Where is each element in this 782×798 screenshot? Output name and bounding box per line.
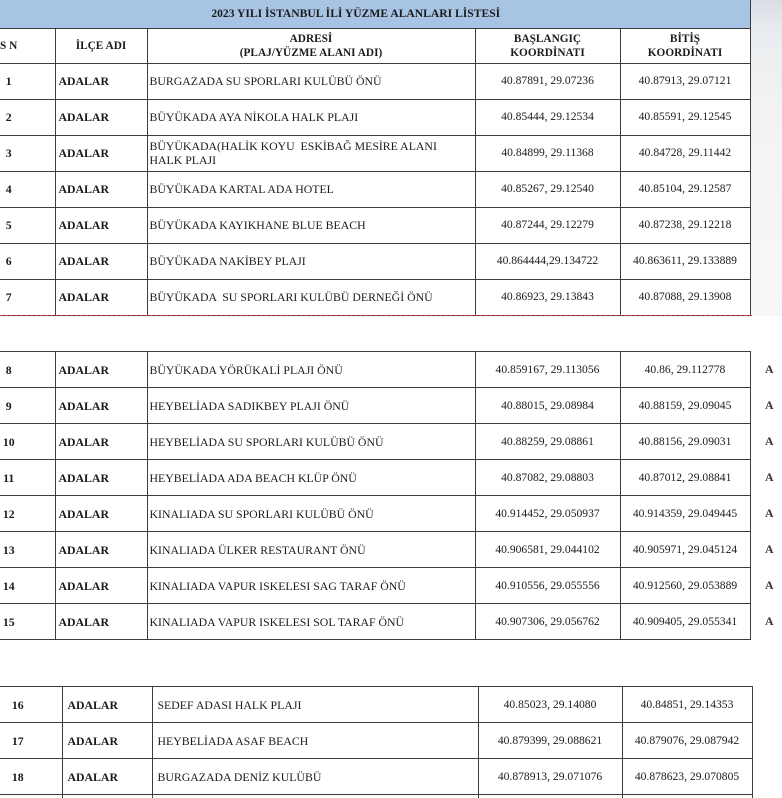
stub-cell bbox=[152, 795, 478, 798]
table-page-3 bbox=[0, 686, 753, 798]
table-row bbox=[0, 388, 750, 424]
edge-glyph: A bbox=[765, 398, 774, 412]
district-cell: ADALAR bbox=[62, 723, 152, 759]
row-number-cell: 1 bbox=[0, 63, 55, 99]
end-coordinate-cell: 40.87913, 29.07121 bbox=[620, 63, 750, 99]
edge-glyph: A bbox=[765, 506, 774, 520]
table-row bbox=[0, 687, 752, 723]
address-cell: HEYBELİADA SADIKBEY PLAJI ÖNÜ bbox=[147, 388, 475, 424]
page-shadow bbox=[751, 0, 782, 316]
stub-cell bbox=[0, 795, 62, 798]
start-coordinate-cell: 40.864444,29.134722 bbox=[475, 243, 620, 279]
address-cell: KINALIADA SU SPORLARI KULÜBÜ ÖNÜ bbox=[147, 496, 475, 532]
end-coordinate-cell: 40.87238, 29.12218 bbox=[620, 207, 750, 243]
start-coordinate-cell: 40.88015, 29.08984 bbox=[475, 388, 620, 424]
district-cell: ADALAR bbox=[55, 171, 147, 207]
district-cell: ADALAR bbox=[55, 496, 147, 532]
table-row bbox=[0, 63, 750, 99]
address-cell: BÜYÜKADA(HALİK KOYU ESKİBAĞ MESİRE ALANI HALK PLAJI bbox=[147, 135, 475, 171]
edge-glyph: A bbox=[765, 434, 774, 448]
table-row bbox=[0, 171, 750, 207]
end-coordinate-cell: 40.863611, 29.133889 bbox=[620, 243, 750, 279]
stub-cell bbox=[62, 795, 152, 798]
start-coordinate-cell: 40.910556, 29.055556 bbox=[475, 568, 620, 604]
start-coordinate-cell: 40.907306, 29.056762 bbox=[475, 604, 620, 640]
row-number-cell: 4 bbox=[0, 171, 55, 207]
district-cell: ADALAR bbox=[55, 352, 147, 388]
table-row bbox=[0, 723, 752, 759]
title-row bbox=[0, 0, 750, 28]
swimming-areas-table-continued bbox=[0, 351, 751, 640]
row-number-cell: 7 bbox=[0, 279, 55, 315]
table-row bbox=[0, 207, 750, 243]
table-row bbox=[0, 99, 750, 135]
end-coordinate-cell: 40.905971, 29.045124 bbox=[620, 532, 750, 568]
district-cell: ADALAR bbox=[55, 388, 147, 424]
table-row bbox=[0, 604, 750, 640]
end-coordinate-cell: 40.912560, 29.053889 bbox=[620, 568, 750, 604]
district-cell: ADALAR bbox=[55, 279, 147, 315]
address-cell: KINALIADA ÜLKER RESTAURANT ÖNÜ bbox=[147, 532, 475, 568]
table-row bbox=[0, 532, 750, 568]
district-cell: ADALAR bbox=[55, 243, 147, 279]
district-cell: ADALAR bbox=[55, 460, 147, 496]
end-coordinate-cell: 40.87088, 29.13908 bbox=[620, 279, 750, 315]
start-coordinate-cell: 40.85267, 29.12540 bbox=[475, 171, 620, 207]
row-number-cell: 12 bbox=[0, 496, 55, 532]
table-row bbox=[0, 460, 750, 496]
district-cell: ADALAR bbox=[55, 207, 147, 243]
start-coordinate-cell: 40.859167, 29.113056 bbox=[475, 352, 620, 388]
column-header-end-line2: KOORDİNATI bbox=[647, 46, 723, 59]
column-header-start-line1: BAŞLANGIÇ bbox=[513, 32, 582, 45]
start-coordinate-cell: 40.879399, 29.088621 bbox=[478, 723, 622, 759]
address-cell: HEYBELİADA ASAF BEACH bbox=[152, 723, 478, 759]
row-number-cell: 13 bbox=[0, 532, 55, 568]
start-coordinate-cell: 40.87082, 29.08803 bbox=[475, 460, 620, 496]
end-coordinate-cell: 40.914359, 29.049445 bbox=[620, 496, 750, 532]
address-cell: KINALIADA VAPUR ISKELESI SAG TARAF ÖNÜ bbox=[147, 568, 475, 604]
edge-glyph: A bbox=[765, 470, 774, 484]
start-coordinate-cell: 40.906581, 29.044102 bbox=[475, 532, 620, 568]
table-row bbox=[0, 135, 750, 171]
start-coordinate-cell: 40.914452, 29.050937 bbox=[475, 496, 620, 532]
address-cell: BURGAZADA SU SPORLARI KULÜBÜ ÖNÜ bbox=[147, 63, 475, 99]
end-coordinate-cell: 40.909405, 29.055341 bbox=[620, 604, 750, 640]
table-row bbox=[0, 279, 750, 315]
end-coordinate-cell: 40.878623, 29.070805 bbox=[622, 759, 752, 795]
row-number-cell: 10 bbox=[0, 424, 55, 460]
district-cell: ADALAR bbox=[55, 568, 147, 604]
column-header-address-line1: ADRESİ bbox=[289, 32, 333, 45]
row-number-cell: 8 bbox=[0, 352, 55, 388]
district-cell: ADALAR bbox=[55, 63, 147, 99]
column-header-district: İLÇE ADI bbox=[55, 28, 147, 63]
column-header-start-coordinate bbox=[475, 28, 620, 63]
adjacent-page-edge-text bbox=[765, 351, 782, 639]
table-row bbox=[0, 568, 750, 604]
address-cell: SEDEF ADASI HALK PLAJI bbox=[152, 687, 478, 723]
end-coordinate-cell: 40.88156, 29.09031 bbox=[620, 424, 750, 460]
start-coordinate-cell: 40.85444, 29.12534 bbox=[475, 99, 620, 135]
edge-glyph: A bbox=[765, 614, 774, 628]
column-header-start-line2: KOORDİNATI bbox=[510, 46, 585, 59]
end-coordinate-cell: 40.85591, 29.12545 bbox=[620, 99, 750, 135]
end-coordinate-cell: 40.84728, 29.11442 bbox=[620, 135, 750, 171]
end-coordinate-cell: 40.85104, 29.12587 bbox=[620, 171, 750, 207]
end-coordinate-cell: 40.88159, 29.09045 bbox=[620, 388, 750, 424]
row-number-cell: 14 bbox=[0, 568, 55, 604]
row-number-cell: 18 bbox=[0, 759, 62, 795]
row-number-cell: 2 bbox=[0, 99, 55, 135]
row-number-cell: 3 bbox=[0, 135, 55, 171]
address-cell: BÜYÜKADA KAYIKHANE BLUE BEACH bbox=[147, 207, 475, 243]
start-coordinate-cell: 40.878913, 29.071076 bbox=[478, 759, 622, 795]
end-coordinate-cell: 40.87012, 29.08841 bbox=[620, 460, 750, 496]
column-header-row bbox=[0, 28, 750, 63]
district-cell: ADALAR bbox=[55, 424, 147, 460]
address-cell: BÜYÜKADA AYA NİKOLA HALK PLAJI bbox=[147, 99, 475, 135]
row-number-cell: 16 bbox=[0, 687, 62, 723]
address-cell: BÜYÜKADA KARTAL ADA HOTEL bbox=[147, 171, 475, 207]
start-coordinate-cell: 40.85023, 29.14080 bbox=[478, 687, 622, 723]
end-coordinate-cell: 40.879076, 29.087942 bbox=[622, 723, 752, 759]
swimming-areas-table bbox=[0, 0, 751, 316]
table-row bbox=[0, 424, 750, 460]
district-cell: ADALAR bbox=[62, 687, 152, 723]
address-cell: HEYBELİADA SU SPORLARI KULÜBÜ ÖNÜ bbox=[147, 424, 475, 460]
district-cell: ADALAR bbox=[55, 99, 147, 135]
row-number-cell: 17 bbox=[0, 723, 62, 759]
district-cell: ADALAR bbox=[55, 604, 147, 640]
district-cell: ADALAR bbox=[55, 532, 147, 568]
address-cell: BURGAZADA DENİZ KULÜBÜ bbox=[152, 759, 478, 795]
address-cell: BÜYÜKADA YÖRÜKALİ PLAJI ÖNÜ bbox=[147, 352, 475, 388]
start-coordinate-cell: 40.87891, 29.07236 bbox=[475, 63, 620, 99]
start-coordinate-cell: 40.84899, 29.11368 bbox=[475, 135, 620, 171]
address-cell: HEYBELİADA ADA BEACH KLÜP ÖNÜ bbox=[147, 460, 475, 496]
row-number-cell: 9 bbox=[0, 388, 55, 424]
address-cell: BÜYÜKADA NAKİBEY PLAJI bbox=[147, 243, 475, 279]
swimming-areas-table-continued-2 bbox=[0, 686, 753, 798]
column-header-end-line1: BİTİŞ bbox=[669, 32, 701, 45]
row-number-cell: 5 bbox=[0, 207, 55, 243]
row-number-cell: 11 bbox=[0, 460, 55, 496]
start-coordinate-cell: 40.88259, 29.08861 bbox=[475, 424, 620, 460]
district-cell: ADALAR bbox=[55, 135, 147, 171]
row-number-cell: 6 bbox=[0, 243, 55, 279]
address-cell: BÜYÜKADA SU SPORLARI KULÜBÜ DERNEĞİ ÖNÜ bbox=[147, 279, 475, 315]
column-header-address-line2: (PLAJ/YÜZME ALANI ADI) bbox=[239, 46, 383, 59]
end-coordinate-cell: 40.84851, 29.14353 bbox=[622, 687, 752, 723]
table-row bbox=[0, 759, 752, 795]
column-header-sn: S N bbox=[0, 28, 55, 63]
column-header-address bbox=[147, 28, 475, 63]
table-body-page-1 bbox=[0, 63, 750, 315]
table-body-page-3 bbox=[0, 687, 752, 795]
start-coordinate-cell: 40.87244, 29.12279 bbox=[475, 207, 620, 243]
row-number-cell: 15 bbox=[0, 604, 55, 640]
document-title: 2023 YILI İSTANBUL İLİ YÜZME ALANLARI LİSTESİ bbox=[0, 0, 750, 28]
edge-glyph: A bbox=[765, 542, 774, 556]
stub-cell bbox=[478, 795, 622, 798]
table-row bbox=[0, 352, 750, 388]
table-page-2 bbox=[0, 351, 751, 640]
table-page-1 bbox=[0, 0, 751, 316]
table-body-page-2 bbox=[0, 352, 750, 640]
start-coordinate-cell: 40.86923, 29.13843 bbox=[475, 279, 620, 315]
table-row bbox=[0, 496, 750, 532]
district-cell: ADALAR bbox=[62, 759, 152, 795]
edge-glyph: A bbox=[765, 362, 774, 376]
edge-glyph: A bbox=[765, 578, 774, 592]
page-break-line bbox=[0, 315, 752, 316]
stub-cell bbox=[622, 795, 752, 798]
address-cell: KINALIADA VAPUR ISKELESI SOL TARAF ÖNÜ bbox=[147, 604, 475, 640]
end-coordinate-cell: 40.86, 29.112778 bbox=[620, 352, 750, 388]
table-row bbox=[0, 243, 750, 279]
column-header-end-coordinate bbox=[620, 28, 750, 63]
table-row-stub bbox=[0, 795, 752, 798]
